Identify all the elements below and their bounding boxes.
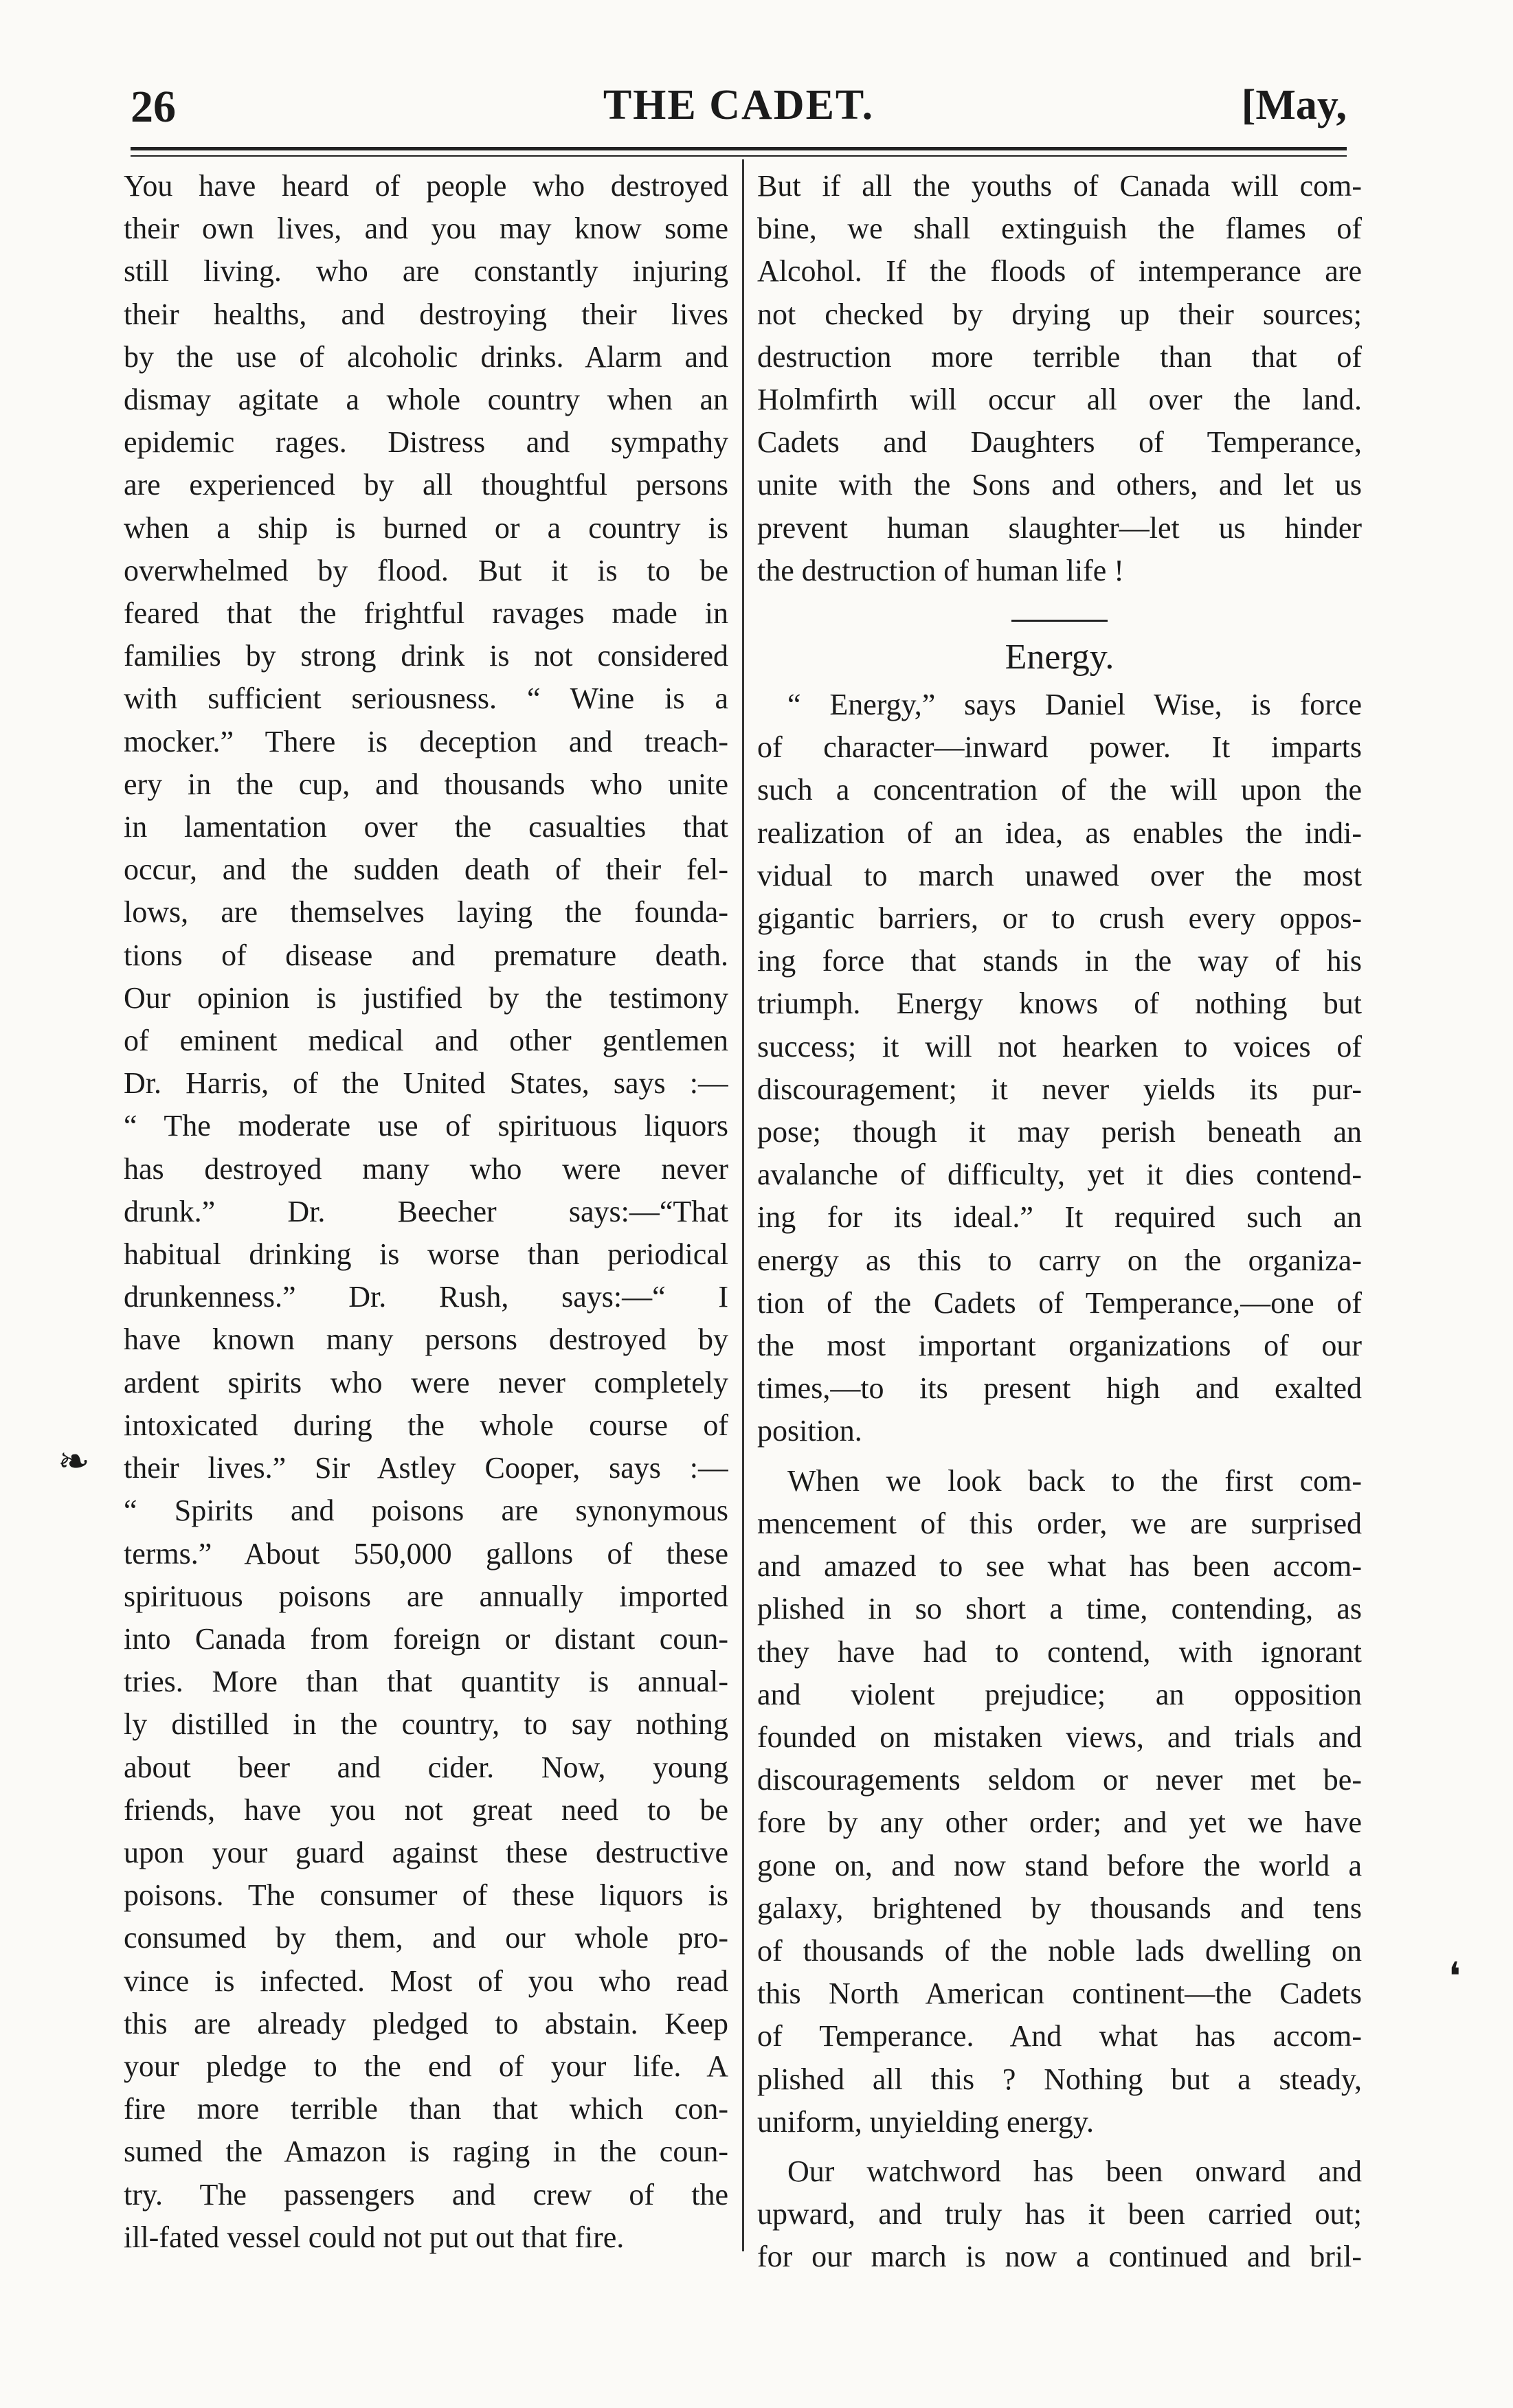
header-rule-thin — [131, 155, 1347, 157]
text-line: lows, are themselves laying the founda- — [124, 895, 728, 930]
text-line: epidemic rages. Distress and sympathy — [124, 425, 728, 460]
text-line: plished in so short a time, contending, as — [757, 1592, 1362, 1626]
text-line: Alcohol. If the floods of intemperance are — [757, 254, 1362, 289]
text-line: and amazed to see what has been accom- — [757, 1549, 1362, 1584]
text-line: their own lives, and you may know some — [124, 212, 728, 246]
text-line: of character—inward power. It imparts — [757, 730, 1362, 765]
text-line: ing for its ideal.” It required such an — [757, 1200, 1362, 1235]
text-line: fore by any other order; and yet we have — [757, 1805, 1362, 1840]
text-line: in lamentation over the casualties that — [124, 810, 728, 844]
energy-paragraph-3 — [757, 2150, 1362, 2279]
text-line: for our march is now a continued and bril- — [757, 2240, 1362, 2274]
text-line: realization of an idea, as enables the indi- — [757, 815, 1362, 850]
text-line: gigantic barriers, or to crush every oppos- — [757, 901, 1362, 936]
right-margin-mark: ❛ — [1448, 1956, 1461, 1999]
right-intro-paragraph — [757, 165, 1362, 592]
text-line: tions of disease and premature death. — [124, 938, 728, 972]
text-line: occur, and the sudden death of their fel- — [124, 853, 728, 887]
text-line: intoxicated during the whole course of — [124, 1408, 728, 1442]
left-column-text — [124, 165, 728, 2259]
text-line: fire more terrible than that which con- — [124, 2092, 728, 2126]
text-line: Our opinion is justified by the testimony — [124, 980, 728, 1015]
text-line: your pledge to the end of your life. A — [124, 2049, 728, 2083]
text-line: tries. More than that quantity is annual- — [124, 1665, 728, 1699]
text-line: “ Spirits and poisons are synonymous — [124, 1494, 728, 1528]
text-line: into Canada from foreign or distant coun- — [124, 1621, 728, 1656]
text-line: discouragement; it never yields its pur- — [757, 1072, 1362, 1106]
page-header — [131, 81, 1347, 150]
text-line: feared that the frightful ravages made in — [124, 596, 728, 631]
running-title: THE CADET. — [603, 82, 875, 128]
text-line: ardent spirits who were never completely — [124, 1365, 728, 1399]
text-line: drunkenness.” Dr. Rush, says:—“ I — [124, 1280, 728, 1314]
text-line: times,—to its present high and exalted — [757, 1371, 1362, 1406]
text-line: bine, we shall extinguish the flames of — [757, 212, 1362, 246]
text-line: the most important organizations of our — [757, 1329, 1362, 1363]
text-line: this North American continent—the Cadets — [757, 1977, 1362, 2011]
text-line: terms.” About 550,000 gallons of these — [124, 1536, 728, 1571]
text-line: are experienced by all thoughtful persons — [124, 468, 728, 502]
text-line: pose; though it may perish beneath an — [757, 1115, 1362, 1149]
text-line: friends, have you not great need to be — [124, 1792, 728, 1827]
text-line: about beer and cider. Now, young — [124, 1750, 728, 1784]
text-line: avalanche of difficulty, yet it dies contend- — [757, 1158, 1362, 1192]
section-heading-energy: Energy. — [1005, 638, 1114, 677]
text-line: gone on, and now stand before the world a — [757, 1848, 1362, 1882]
text-line: upon your guard against these destructive — [124, 1835, 728, 1869]
text-line: this are already pledged to abstain. Keep — [124, 2006, 728, 2040]
text-line: overwhelmed by flood. But it is to be — [124, 553, 728, 587]
text-line: their lives.” Sir Astley Cooper, says :— — [124, 1451, 728, 1485]
text-line: ill-fated vessel could not put out that fire. — [124, 2220, 625, 2254]
text-line: discouragements seldom or never met be- — [757, 1763, 1362, 1797]
text-line: they have had to contend, with ignorant — [757, 1634, 1362, 1669]
text-line: mencement of this order, we are surprised — [757, 1506, 1362, 1540]
text-line: habitual drinking is worse than periodical — [124, 1237, 728, 1272]
text-line: Cadets and Daughters of Temperance, — [757, 425, 1362, 460]
text-line: Dr. Harris, of the United States, says :— — [124, 1066, 728, 1101]
left-margin-ornament: ❧ — [58, 1441, 90, 1483]
text-line: vidual to march unawed over the most — [757, 858, 1362, 892]
text-line: position. — [757, 1414, 862, 1448]
text-line: have known many persons destroyed by — [124, 1323, 728, 1357]
energy-paragraph-2 — [757, 1460, 1362, 2143]
text-line: founded on mistaken views, and trials and — [757, 1720, 1362, 1754]
text-line: tion of the Cadets of Temperance,—one of — [757, 1285, 1362, 1320]
text-line: plished all this ? Nothing but a steady, — [757, 2062, 1362, 2096]
text-line: energy as this to carry on the organiza- — [757, 1243, 1362, 1277]
text-line: when a ship is burned or a country is — [124, 510, 728, 545]
text-line: But if all the youths of Canada will com- — [757, 169, 1362, 203]
text-line: triumph. Energy knows of nothing but — [757, 987, 1362, 1021]
text-line: mocker.” There is deception and treach- — [124, 724, 728, 758]
text-line: not checked by drying up their sources; — [757, 297, 1362, 331]
text-line: of thousands of the noble lads dwelling on — [757, 1933, 1362, 1968]
header-rule-thick — [131, 147, 1347, 150]
column-divider — [742, 159, 744, 2251]
text-line: consumed by them, and our whole pro- — [124, 1921, 728, 1955]
text-line: When we look back to the first com- — [787, 1463, 1362, 1498]
text-line: upward, and truly has it been carried out; — [757, 2197, 1362, 2231]
text-line: the destruction of human life ! — [757, 553, 1124, 587]
text-line: vince is infected. Most of you who read — [124, 1963, 728, 1998]
text-line: You have heard of people who destroyed — [124, 169, 728, 203]
text-line: with sufficient seriousness. “ Wine is a — [124, 682, 728, 716]
text-line: “ The moderate use of spirituous liquors — [124, 1109, 728, 1143]
text-line: of Temperance. And what has accom- — [757, 2019, 1362, 2053]
text-line: still living. who are constantly injuring — [124, 254, 728, 289]
text-line: has destroyed many who were never — [124, 1151, 728, 1186]
text-line: such a concentration of the will upon the — [757, 773, 1362, 807]
text-line: ing force that stands in the way of his — [757, 944, 1362, 978]
section-separator-rule — [1011, 620, 1108, 622]
text-line: spirituous poisons are annually imported — [124, 1579, 728, 1613]
text-line: prevent human slaughter—let us hinder — [757, 510, 1362, 545]
text-line: dismay agitate a whole country when an — [124, 383, 728, 417]
text-line: destruction more terrible than that of — [757, 339, 1362, 374]
right-column — [757, 165, 1362, 2279]
text-line: sumed the Amazon is raging in the coun- — [124, 2135, 728, 2169]
text-line: success; it will not hearken to voices of — [757, 1029, 1362, 1064]
text-line: families by strong drink is not considered — [124, 639, 728, 673]
text-line: try. The passengers and crew of the — [124, 2177, 728, 2212]
text-line: of eminent medical and other gentlemen — [124, 1024, 728, 1058]
text-line: Our watchword has been onward and — [787, 2154, 1362, 2188]
text-line: Holmfirth will occur all over the land. — [757, 383, 1362, 417]
energy-paragraph-1 — [757, 684, 1362, 1453]
text-line: unite with the Sons and others, and let us — [757, 468, 1362, 502]
text-line: ery in the cup, and thousands who unite — [124, 767, 728, 801]
text-line: ly distilled in the country, to say nothing — [124, 1707, 728, 1742]
text-line: “ Energy,” says Daniel Wise, is force — [787, 688, 1362, 722]
text-line: uniform, unyielding energy. — [757, 2104, 1095, 2139]
running-month: [May, — [1241, 82, 1347, 128]
text-line: poisons. The consumer of these liquors is — [124, 1878, 728, 1913]
text-line: by the use of alcoholic drinks. Alarm and — [124, 339, 728, 374]
text-line: their healths, and destroying their lives — [124, 297, 728, 331]
text-line: and violent prejudice; an opposition — [757, 1677, 1362, 1711]
left-column — [124, 165, 728, 2259]
page-number: 26 — [131, 82, 176, 132]
text-line: drunk.” Dr. Beecher says:—“That — [124, 1194, 728, 1228]
text-line: galaxy, brightened by thousands and tens — [757, 1891, 1362, 1925]
